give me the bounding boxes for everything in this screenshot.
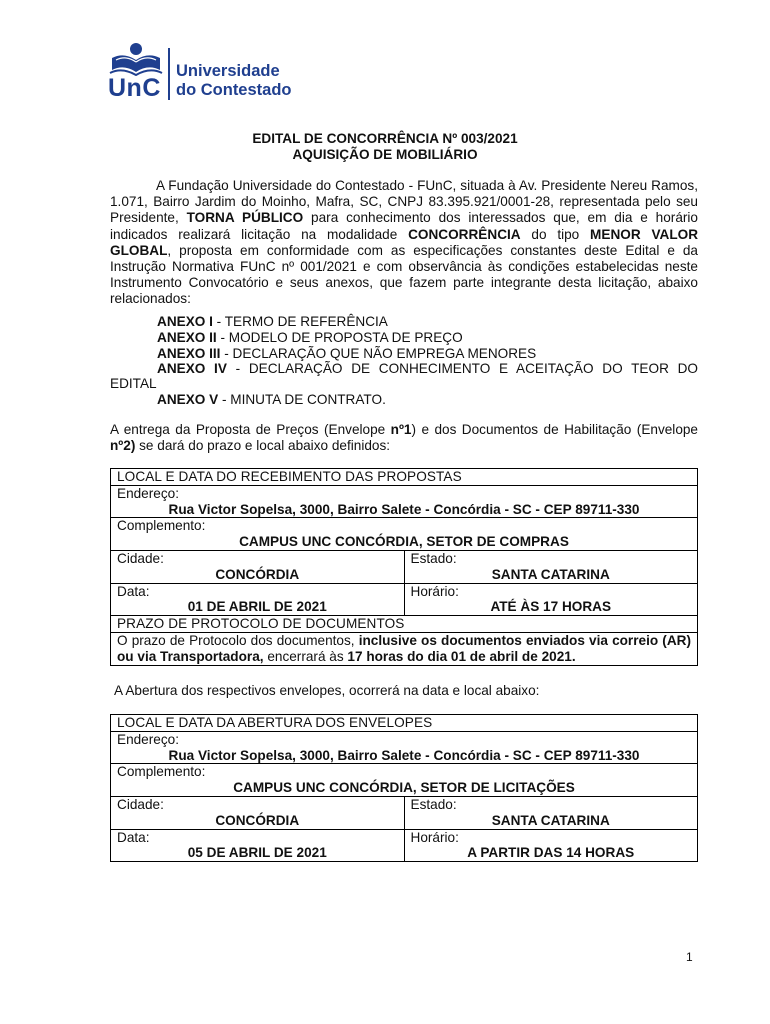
logo-short-name: UnC <box>108 74 161 102</box>
intro-paragraph: A Fundação Universidade do Contestado - FUnC, situada à Av. Presidente Nereu Ramos, 1.071, Bairro Jardim do Moinho, Mafra, SC, CNPJ 83.395.921/0001-28, representada pelo seu Presidente, TORNA PÚBLICO para conhecimento dos interessados que, em dia e horário indicados realizará licitação na modalidade CONCORRÊNCIA do tipo MENOR VALOR GLOBAL, proposta em conformidade com as especificações constantes deste Edital e da Instrução Normativa FUnC nº 001/2021 e com observância às condições estabelecidas neste Instrumento Convocatório e seus anexos, que fazem parte integrante desta licitação, abaixo relacionados: <box>110 178 699 307</box>
complement-cell <box>111 518 698 551</box>
city-value: CONCÓRDIA <box>215 812 300 828</box>
complement-cell <box>111 764 698 797</box>
time-cell <box>404 829 698 862</box>
logo-divider <box>168 48 170 100</box>
annex-item: ANEXO V - MINUTA DE CONTRATO. <box>157 392 386 407</box>
logo-line-1: Universidade <box>176 62 280 80</box>
logo-line-2: do Contestado <box>176 81 292 99</box>
annex-item: ANEXO I - TERMO DE REFERÊNCIA <box>157 314 388 329</box>
logo-full-name <box>176 62 292 100</box>
address-value: Rua Victor Sopelsa, 3000, Bairro Salete - Concórdia - SC - CEP 89711-330 <box>168 747 640 763</box>
date-label: Data: <box>117 583 150 599</box>
date-value: 05 DE ABRIL DE 2021 <box>187 845 327 861</box>
city-cell <box>111 796 405 829</box>
city-label: Cidade: <box>117 796 164 812</box>
university-logo <box>108 40 298 102</box>
annex-item: ANEXO II - MODELO DE PROPOSTA DE PREÇO <box>157 330 463 345</box>
date-cell <box>111 829 405 862</box>
page-number: 1 <box>686 950 693 964</box>
state-value: SANTA CATARINA <box>491 812 610 828</box>
address-label: Endereço: <box>117 731 179 747</box>
time-value: A PARTIR DAS 14 HORAS <box>467 845 635 861</box>
document-title: EDITAL DE CONCORRÊNCIA Nº 003/2021 <box>252 131 518 146</box>
state-label: Estado: <box>410 550 457 566</box>
state-value: SANTA CATARINA <box>491 566 610 582</box>
address-cell <box>111 731 698 764</box>
city-label: Cidade: <box>117 550 164 566</box>
address-cell <box>111 485 698 518</box>
date-cell <box>111 583 405 616</box>
delivery-paragraph: A entrega da Proposta de Preços (Envelope nº1) e dos Documentos de Habilitação (Envelope nº2) se dará do prazo e local abaixo definidos: <box>110 422 698 454</box>
annex-item-continuation: EDITAL <box>110 376 157 391</box>
complement-value: CAMPUS UNC CONCÓRDIA, SETOR DE LICITAÇÕES <box>233 780 575 796</box>
time-label: Horário: <box>410 583 459 599</box>
proposals-receipt-table <box>110 468 698 666</box>
envelopes-opening-table <box>110 714 698 862</box>
protocol-header: PRAZO DE PROTOCOLO DE DOCUMENTOS <box>111 616 698 633</box>
city-value: CONCÓRDIA <box>215 566 300 582</box>
table-header: LOCAL E DATA DA ABERTURA DOS ENVELOPES <box>111 715 698 732</box>
city-cell <box>111 550 405 583</box>
time-value: ATÉ ÀS 17 HORAS <box>490 599 612 615</box>
annex-item: ANEXO IV - DECLARAÇÃO DE CONHECIMENTO E ACEITAÇÃO DO TEOR DO <box>157 361 698 376</box>
address-label: Endereço: <box>117 485 179 501</box>
book-emblem-icon <box>108 40 164 76</box>
time-cell <box>404 583 698 616</box>
opening-paragraph: A Abertura dos respectivos envelopes, ocorrerá na data e local abaixo: <box>114 683 540 698</box>
complement-label: Complemento: <box>117 764 206 780</box>
date-label: Data: <box>117 829 150 845</box>
complement-value: CAMPUS UNC CONCÓRDIA, SETOR DE COMPRAS <box>239 534 569 550</box>
time-label: Horário: <box>410 829 459 845</box>
protocol-cell: O prazo de Protocolo dos documentos, inclusive os documentos enviados via correio (AR) ou via Transportadora, encerrará às 17 horas do dia 01 de abril de 2021. <box>111 632 698 665</box>
date-value: 01 DE ABRIL DE 2021 <box>187 599 327 615</box>
state-label: Estado: <box>410 796 457 812</box>
document-subtitle: AQUISIÇÃO DE MOBILIÁRIO <box>292 147 478 162</box>
state-cell <box>404 550 698 583</box>
address-value: Rua Victor Sopelsa, 3000, Bairro Salete - Concórdia - SC - CEP 89711-330 <box>168 501 640 517</box>
complement-label: Complemento: <box>117 518 206 534</box>
state-cell <box>404 796 698 829</box>
table-header: LOCAL E DATA DO RECEBIMENTO DAS PROPOSTAS <box>111 469 698 486</box>
annex-item: ANEXO III - DECLARAÇÃO QUE NÃO EMPREGA MENORES <box>157 346 537 361</box>
